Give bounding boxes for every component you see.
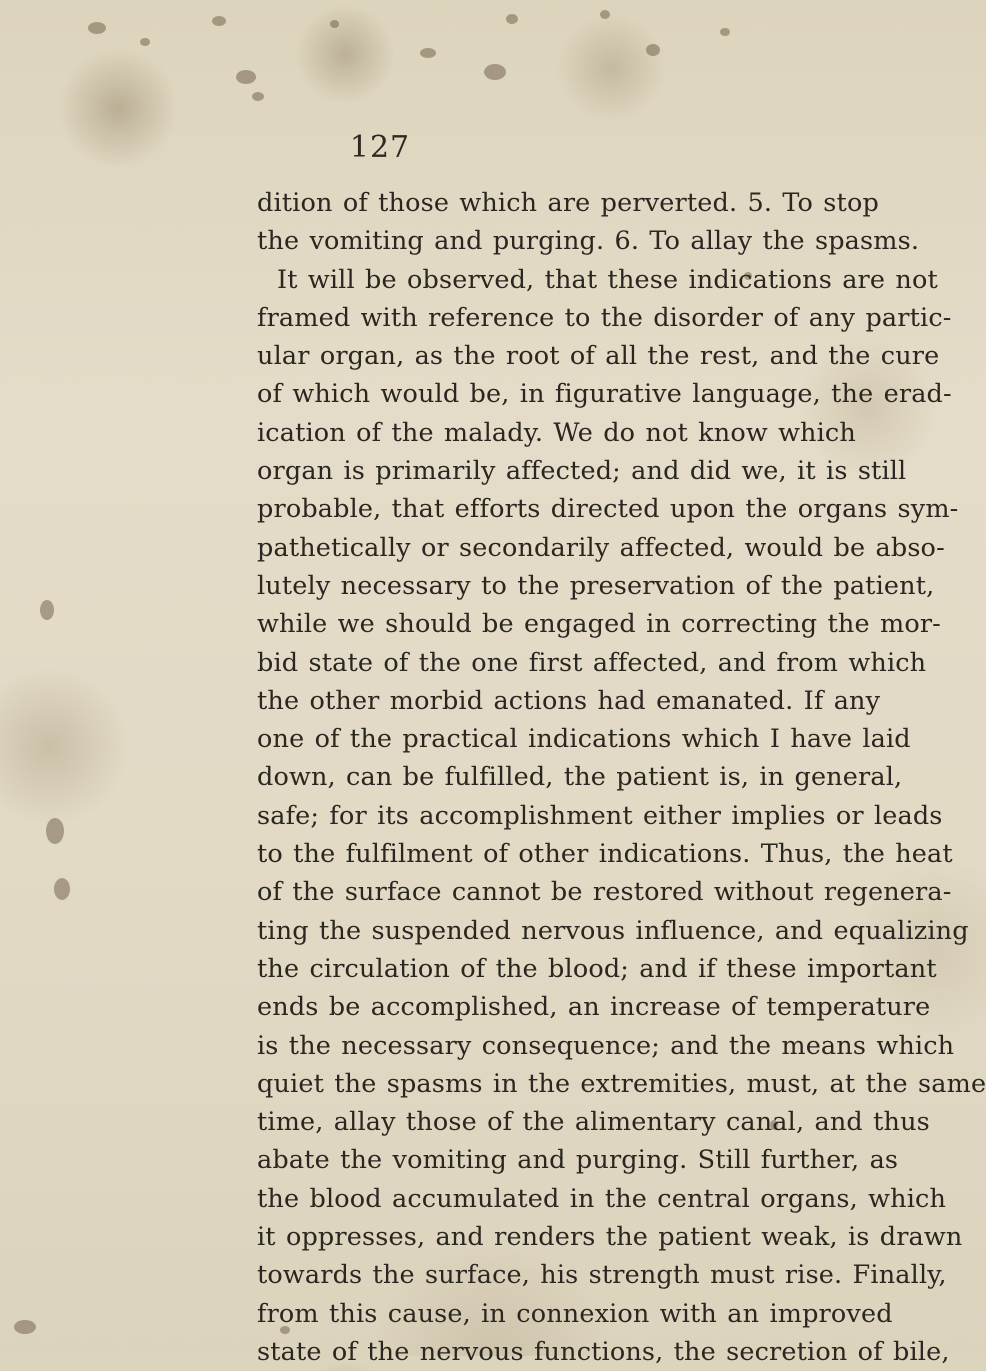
body-text xyxy=(257,184,986,1371)
stain-mark xyxy=(720,28,730,36)
text-line: of which would be, in figurative language, the erad- xyxy=(257,379,952,410)
stain-mark xyxy=(14,1320,36,1334)
text-line: down, can be fulfilled, the patient is, in general, xyxy=(257,762,903,793)
stain-mark xyxy=(506,14,518,24)
stain-mark xyxy=(420,48,436,58)
stain-mark xyxy=(46,818,64,844)
text-line: it oppresses, and renders the patient weak, is drawn xyxy=(257,1222,963,1253)
text-line: ication of the malady. We do not know which xyxy=(257,417,856,448)
text-line: the circulation of the blood; and if these important xyxy=(257,953,937,984)
text-line: is the necessary consequence; and the means which xyxy=(257,1030,955,1061)
stain-mark xyxy=(40,600,54,620)
text-line: ends be accomplished, an increase of temperature xyxy=(257,992,931,1023)
text-line: to the fulfilment of other indications. Thus, the heat xyxy=(257,839,953,870)
stain-mark xyxy=(484,64,506,80)
text-line: lutely necessary to the preservation of the patient, xyxy=(257,570,935,601)
text-line: safe; for its accomplishment either implies or leads xyxy=(257,800,943,831)
text-line: probable, that efforts directed upon the organs sym- xyxy=(257,494,959,525)
text-line: abate the vomiting and purging. Still further, as xyxy=(257,1145,899,1176)
text-line: dition of those which are perverted. 5. To stop xyxy=(257,188,879,218)
page-number: 127 xyxy=(349,130,411,165)
stain-mark xyxy=(646,44,660,56)
text-line: the other morbid actions had emanated. If any xyxy=(257,685,881,716)
text-line: organ is primarily affected; and did we, it is still xyxy=(257,456,907,487)
stain-mark xyxy=(330,20,339,28)
text-line: quiet the spasms in the extremities, must, at the same xyxy=(257,1068,986,1099)
text-line: towards the surface, his strength must rise. Finally, xyxy=(257,1260,947,1291)
stain-mark xyxy=(54,878,70,900)
text-line: from this cause, in connexion with an improved xyxy=(257,1298,893,1329)
text-line: the vomiting and purging. 6. To allay the spasms. xyxy=(257,226,920,257)
stain-mark xyxy=(88,22,106,34)
stain-mark xyxy=(252,92,264,101)
stain-mark xyxy=(600,10,610,19)
text-line: It will be observed, that these indications are not xyxy=(277,264,938,295)
text-line: ular organ, as the root of all the rest, and the cure xyxy=(257,341,940,372)
stain-mark xyxy=(236,70,256,84)
text-line: while we should be engaged in correcting the mor- xyxy=(257,609,941,640)
text-line: the blood accumulated in the central organs, which xyxy=(257,1183,947,1214)
text-line: pathetically or secondarily affected, would be abso- xyxy=(257,532,945,563)
text-line: one of the practical indications which I have laid xyxy=(257,724,911,755)
text-line: bid state of the one first affected, and from which xyxy=(257,647,927,678)
text-line: time, allay those of the alimentary canal, and thus xyxy=(257,1107,930,1138)
stain-mark xyxy=(140,38,150,46)
stain-mark xyxy=(212,16,226,26)
text-line: framed with reference to the disorder of any partic- xyxy=(257,302,952,333)
text-line: ting the suspended nervous influence, and equalizing xyxy=(257,915,969,946)
text-line: state of the nervous functions, the secretion of bile, xyxy=(257,1336,950,1367)
text-line: of the surface cannot be restored without regenera- xyxy=(257,877,952,908)
